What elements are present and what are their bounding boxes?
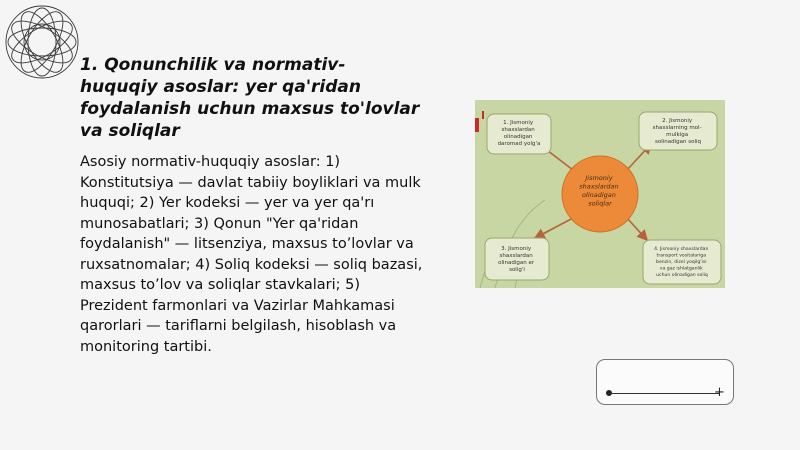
center-node: [562, 156, 638, 232]
media-player-widget[interactable]: [596, 359, 734, 405]
box-bottom-right-line: va gaz ishlatganlik: [659, 266, 703, 272]
box-bottom-left-line: solig'i: [509, 267, 525, 273]
box-bottom-left-line: shaxslardan: [499, 253, 533, 259]
box-top-right: [639, 112, 717, 150]
slide-title: 1. Qonunchilik va normativ-huquqiy asoslar: yer qa'ridan foydalanish uchun maxsus to'lovlar va soliqlar: [80, 55, 420, 141]
box-bottom-right-line: transport vositalariga: [656, 253, 707, 259]
tax-diagram: [475, 100, 725, 288]
box-bottom-right-line: benzin, dizel yoqilg'isi: [656, 260, 707, 265]
svg-text:1. Jismoniy shaxslar: [498, 120, 541, 147]
center-node-line: Jismoniy: [585, 174, 613, 182]
box-top-right-line: 2. Jismoniy: [662, 118, 693, 124]
svg-text:4. Jismoniy shaxslardan: [654, 246, 710, 278]
box-top-right-line: mulkiga: [666, 132, 689, 138]
box-top-left-line: olinadigan: [503, 134, 533, 140]
box-bottom-right-line: 4. Jismoniy shaxslardan: [654, 247, 709, 252]
box-top-left-line: daromad yolg'a: [497, 141, 541, 147]
plus-icon[interactable]: +: [714, 385, 725, 400]
decorative-ornament-icon: [4, 4, 80, 80]
slide-body-text: Asosiy normativ-huquqiy asoslar: 1) Konstitutsiya — davlat tabiiy boyliklari va mulk huquqi; 2) Yer kodeksi — yer va yer qa'rı munosabatlari; 3) Qonun "Yer qa'ridan foydalanish" — litsenziya, maxsus to’lovlar va ruxsatnomalar; 4) Soliq kodeksi — soliq bazasi, maxsus to’lov va soliqlar stavkalari; 5) Prezident farmonlari va Vazirlar Mahkamasi qarorlari — tariflarni belgilash, hisoblash va monitoring tartibi.: [80, 154, 423, 355]
box-bottom-left-line: olinadigan er: [498, 260, 535, 266]
box-bottom-left-line: 3. Jismoniy: [501, 246, 532, 252]
box-bottom-right-line: uchun olinadigan soliq: [656, 273, 708, 278]
tax-diagram-image: [475, 100, 725, 288]
progress-track[interactable]: [609, 393, 719, 394]
box-top-right-line: solinadigan soliq: [654, 139, 702, 145]
center-node-line: soliqlar: [588, 199, 612, 208]
box-top-left: [487, 114, 551, 154]
center-node-line: olinadigan: [582, 191, 616, 199]
center-node-line: shaxslardan: [579, 182, 619, 191]
box-top-right-line: shaxslarning mol-: [652, 125, 702, 131]
box-top-left-line: 1. Jismoniy: [503, 120, 534, 126]
box-bottom-right: [643, 240, 721, 284]
box-top-left-line: shaxslardan: [501, 127, 535, 133]
box-bottom-left: [485, 238, 549, 280]
